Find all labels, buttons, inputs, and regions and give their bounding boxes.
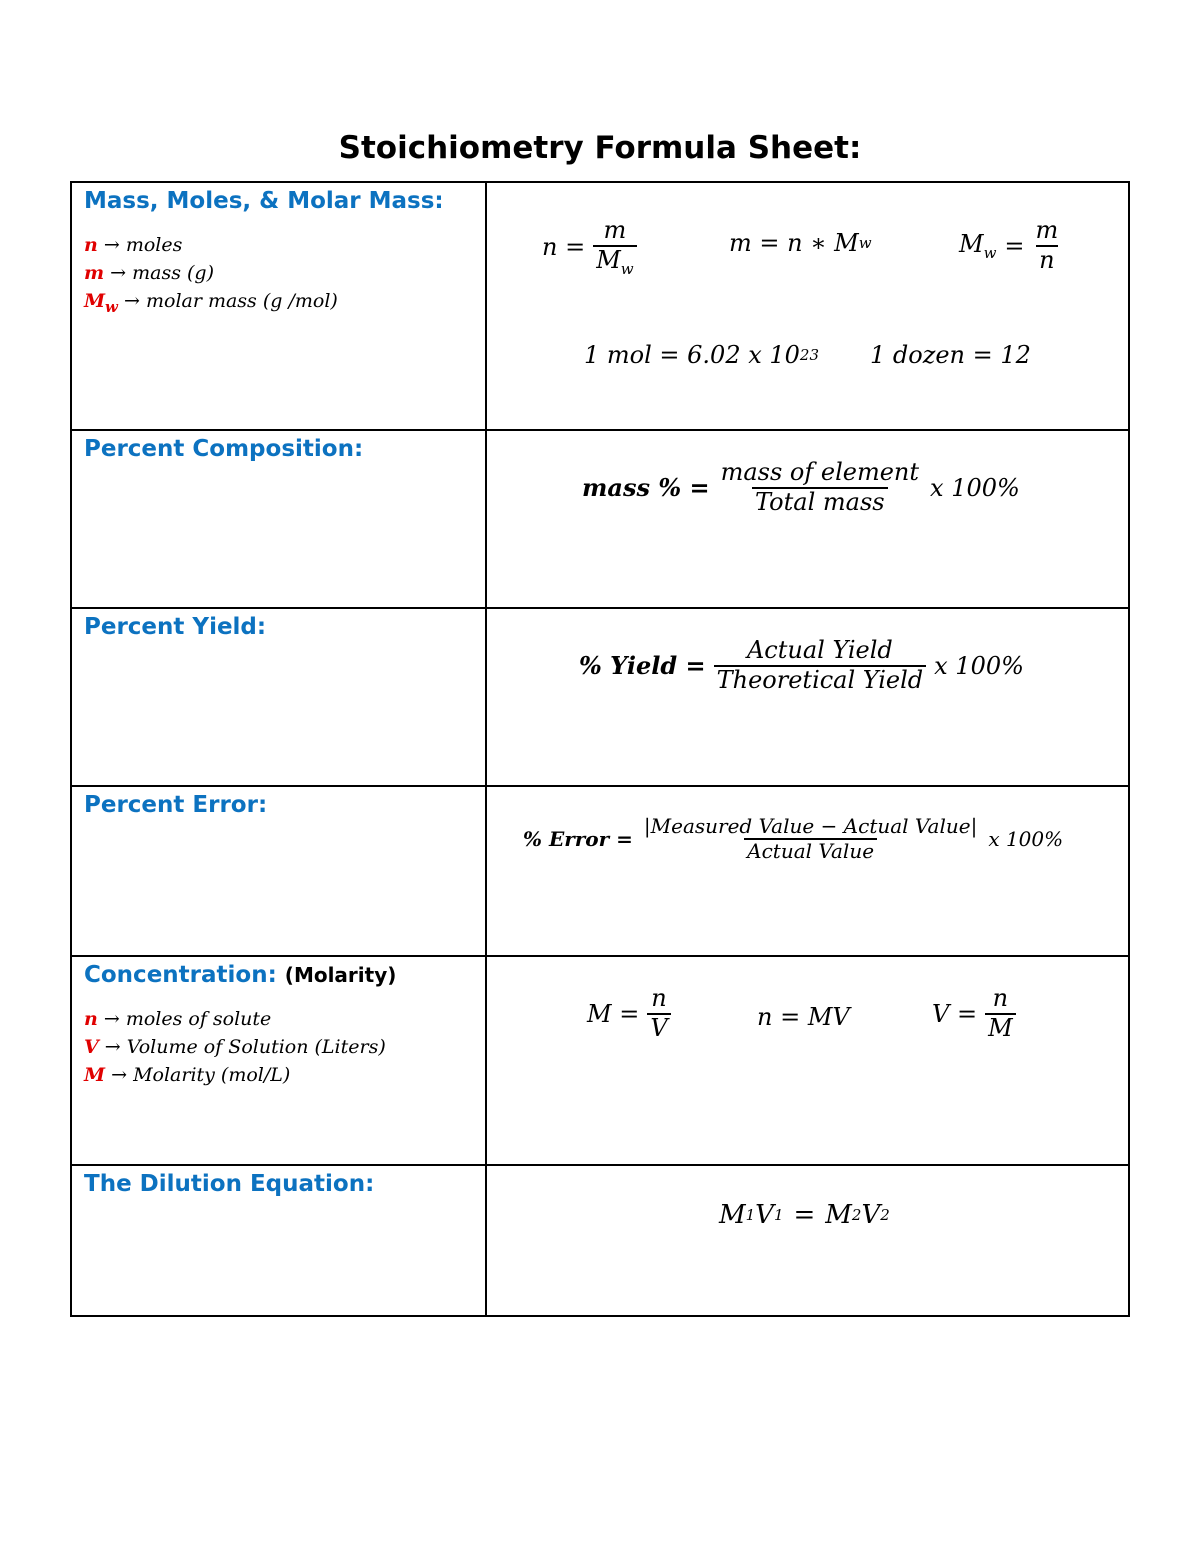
definition-item [84, 1005, 485, 1033]
section-heading-mass-moles: Mass, Moles, & Molar Mass: [84, 188, 444, 214]
formula-cell [486, 182, 1129, 430]
table-row [71, 956, 1129, 1165]
formula-dozen: 1 dozen = 12 [870, 341, 1031, 369]
label-cell [71, 786, 486, 956]
formula-cell [486, 956, 1129, 1165]
table-row [71, 608, 1129, 786]
formula-cell [486, 608, 1129, 786]
definition-text: Molarity (mol/L) [133, 1064, 291, 1086]
formula-molarity: M = $\frac{n}{V}$ [587, 985, 679, 1042]
arrow-icon: → [110, 262, 127, 284]
definition-item [84, 1061, 485, 1089]
label-cell [71, 1165, 486, 1316]
label-cell [71, 430, 486, 608]
formula-percent-composition: mass % = $\frac{\text{mass of element}}{\text{Total mass}}$ x 100% [582, 458, 1020, 516]
formula-cell [486, 786, 1129, 956]
formula-avogadro: 1 mol = 6.02 x 10 23 [584, 341, 820, 369]
definition-symbol: n [84, 1008, 98, 1030]
section-heading-concentration: Concentration: (Molarity) [84, 962, 397, 988]
definition-symbol: m [84, 262, 105, 284]
definition-text: moles of solute [125, 1008, 272, 1030]
definition-text: Volume of Solution (Liters) [126, 1036, 386, 1058]
table-row [71, 430, 1129, 608]
label-cell [71, 182, 486, 430]
formula-mass: m = n ∗ M w [729, 229, 872, 257]
arrow-icon: → [104, 1036, 121, 1058]
definition-item [84, 287, 485, 321]
definition-item [84, 1033, 485, 1061]
section-heading-percent-composition: Percent Composition: [84, 436, 364, 462]
definition-symbol: $M_w$ [84, 290, 118, 316]
formula-percent-yield: % Yield = $\frac{\text{Actual Yield}}{\text{Theoretical Yield}}$ x 100% [579, 636, 1024, 694]
formula-percent-error: % Error = $\frac{\text{|Measured Value − Actual Value|}}{\text{Actual Value}}$ x 100% [523, 814, 1064, 863]
definition-symbol: M [84, 1064, 106, 1086]
table-row [71, 1165, 1129, 1316]
formula-cell [486, 1165, 1129, 1316]
definition-text: mass (g) [132, 262, 214, 284]
table-row [71, 182, 1129, 430]
table-row [71, 786, 1129, 956]
formula-dilution: M 1 V 1 = M 2 V 2 [719, 1200, 890, 1230]
section-heading-dilution: The Dilution Equation: [84, 1171, 375, 1197]
formula-table [70, 181, 1130, 1317]
section-heading-percent-error: Percent Error: [84, 792, 268, 818]
variable-definitions [84, 231, 485, 321]
definition-item [84, 259, 485, 287]
definition-symbol: V [84, 1036, 99, 1058]
definition-item [84, 231, 485, 259]
arrow-icon: → [103, 1008, 120, 1030]
definition-text: moles [125, 234, 183, 256]
definition-symbol: n [84, 234, 98, 256]
variable-definitions [84, 1005, 485, 1089]
formula-volume: V = $\frac{n}{M}$ [932, 985, 1024, 1042]
formula-moles: n = $\frac{m}{M_w}$ [542, 217, 645, 278]
formula-cell [486, 430, 1129, 608]
arrow-icon: → [103, 234, 120, 256]
arrow-icon: → [124, 290, 140, 312]
definition-text: molar mass (g /mol) [145, 290, 338, 312]
formula-molar-mass: $M_w$ = $\frac{m}{n}$ [959, 216, 1059, 274]
label-cell [71, 608, 486, 786]
page-title: Stoichiometry Formula Sheet: [338, 130, 862, 166]
label-cell [71, 956, 486, 1165]
formula-moles-from-molarity: n = MV [757, 1003, 850, 1031]
arrow-icon: → [111, 1064, 128, 1086]
section-heading-percent-yield: Percent Yield: [84, 614, 267, 640]
